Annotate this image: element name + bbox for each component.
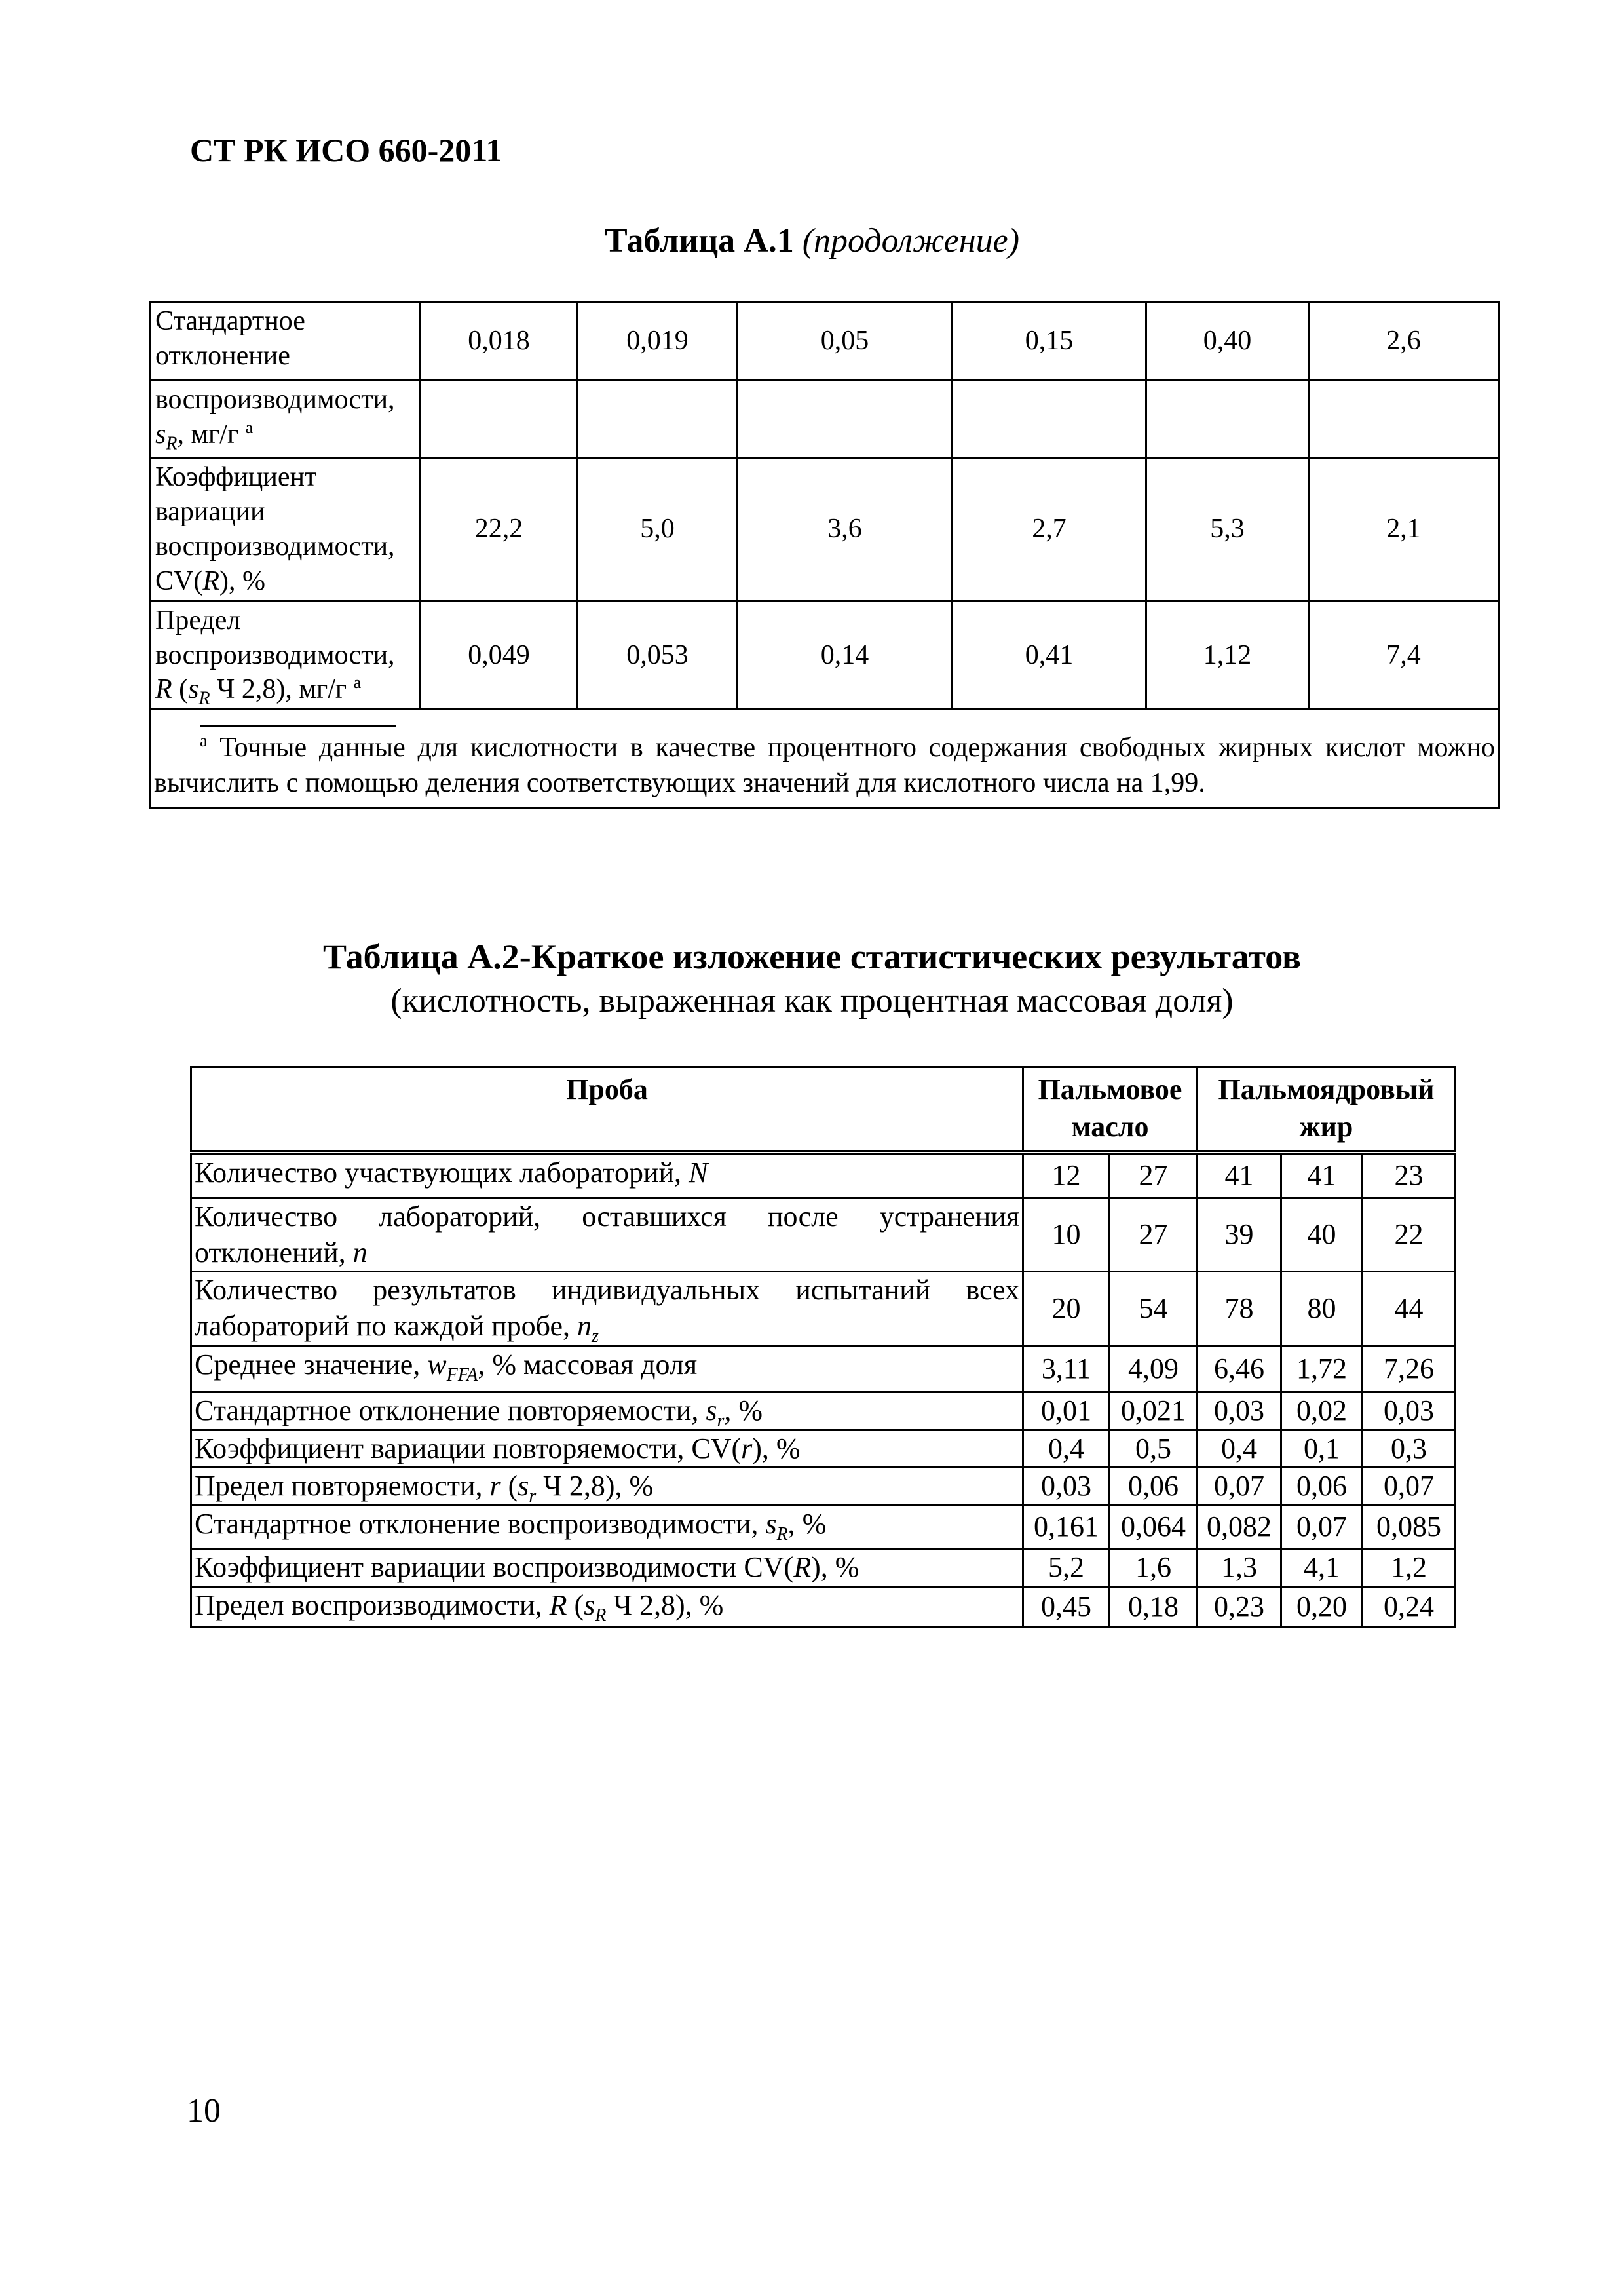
table-row — [191, 1347, 1456, 1392]
table-cell: 0,03 — [1023, 1468, 1110, 1506]
table-row — [191, 1198, 1456, 1272]
row-label: Предел воспроизводимости, R ($s_R$ Ч 2,8), мг/г $^a$ — [151, 601, 421, 710]
table-row — [191, 1272, 1456, 1347]
header-palm-kernel-fat: Пальмоядровый жир — [1198, 1067, 1456, 1153]
table-a1 — [149, 301, 1500, 809]
table-cell: 5,2 — [1023, 1549, 1110, 1587]
table-cell: 0,03 — [1363, 1392, 1456, 1430]
table-cell: 27 — [1110, 1198, 1198, 1272]
table-cell: 0,07 — [1363, 1468, 1456, 1506]
row-label: Предел воспроизводимости, R ($s_R$ Ч 2,8), % — [191, 1587, 1023, 1628]
page-number: 10 — [187, 2092, 221, 2130]
table-cell: 6,46 — [1198, 1347, 1281, 1392]
row-label: Количество участвующих лабораторий, N — [191, 1153, 1023, 1198]
table-cell: 0,45 — [1023, 1587, 1110, 1628]
table-a2-header — [191, 1067, 1456, 1153]
empty-cell — [1309, 381, 1499, 458]
table-cell: 3,6 — [738, 458, 953, 602]
table-cell: 78 — [1198, 1272, 1281, 1347]
table-cell: 0,24 — [1363, 1587, 1456, 1628]
table-row — [191, 1506, 1456, 1549]
table-cell: 0,07 — [1281, 1506, 1363, 1549]
table-cell: 40 — [1281, 1198, 1363, 1272]
table-cell: 20 — [1023, 1272, 1110, 1347]
table-a2 — [190, 1066, 1456, 1628]
table-cell: 22 — [1363, 1198, 1456, 1272]
table-cell: 2,1 — [1309, 458, 1499, 602]
table-cell: 0,5 — [1110, 1430, 1198, 1468]
table-row — [191, 1153, 1456, 1198]
table-cell: 0,02 — [1281, 1392, 1363, 1430]
table-cell: 2,7 — [953, 458, 1146, 602]
table-cell: 0,15 — [953, 302, 1146, 381]
table-cell: 3,11 — [1023, 1347, 1110, 1392]
empty-cell — [578, 381, 738, 458]
table-cell: 1,6 — [1110, 1549, 1198, 1587]
row-label: Коэффициент вариации воспроизводимости CV(R), % — [191, 1549, 1023, 1587]
table-cell: 0,41 — [953, 601, 1146, 710]
table-cell: 80 — [1281, 1272, 1363, 1347]
table-row — [191, 1430, 1456, 1468]
row-label: Коэффициент вариации повторяемости, CV(r), % — [191, 1430, 1023, 1468]
empty-cell — [421, 381, 578, 458]
document-code: СТ РК ИСО 660-2011 — [190, 132, 502, 168]
footnote-text: $^a$ Точные данные для кислотности в качестве процентного содержания свободных жирных кислот можно вычислить с помощью деления соответствующих значений для кислотного числа на 1,99. — [154, 731, 1495, 799]
row-label: Количество результатов индивидуальных испытаний всех лабораторий по каждой пробе, $n_z$ — [191, 1272, 1023, 1347]
table-cell: 4,09 — [1110, 1347, 1198, 1392]
header-palm-oil: Пальмовое масло — [1023, 1067, 1198, 1153]
table-cell: 0,4 — [1023, 1430, 1110, 1468]
table-a1-caption-continued: (продолжение) — [802, 222, 1020, 259]
row-label: Стандартное отклонение повторяемости, $s_r$, % — [191, 1392, 1023, 1430]
table-a1-row-sd-repro-b — [151, 381, 1499, 458]
empty-cell — [1146, 381, 1309, 458]
table-cell: 0,1 — [1281, 1430, 1363, 1468]
table-cell: 0,018 — [421, 302, 578, 381]
table-cell: 7,4 — [1309, 601, 1499, 710]
empty-cell — [738, 381, 953, 458]
table-cell: 1,12 — [1146, 601, 1309, 710]
table-cell: 2,6 — [1309, 302, 1499, 381]
row-label: Коэффициент вариации воспроизводимости, CV(R), % — [151, 458, 421, 602]
table-cell: 0,18 — [1110, 1587, 1198, 1628]
table-cell: 54 — [1110, 1272, 1198, 1347]
table-cell: 0,23 — [1198, 1587, 1281, 1628]
table-cell: 7,26 — [1363, 1347, 1456, 1392]
table-cell: 5,0 — [578, 458, 738, 602]
table-cell: 4,1 — [1281, 1549, 1363, 1587]
table-cell: 0,064 — [1110, 1506, 1198, 1549]
table-cell: 10 — [1023, 1198, 1110, 1272]
table-cell: 39 — [1198, 1198, 1281, 1272]
table-cell: 1,3 — [1198, 1549, 1281, 1587]
table-cell: 0,40 — [1146, 302, 1309, 381]
table-a1-footnote — [151, 710, 1499, 808]
table-a2-subtitle: (кислотность, выраженная как процентная массовая доля) — [390, 982, 1234, 1020]
table-cell: 41 — [1198, 1153, 1281, 1198]
table-cell: 0,01 — [1023, 1392, 1110, 1430]
table-row — [191, 1468, 1456, 1506]
table-row — [191, 1587, 1456, 1628]
table-cell: 41 — [1281, 1153, 1363, 1198]
table-row — [191, 1392, 1456, 1430]
table-cell: 0,085 — [1363, 1506, 1456, 1549]
table-cell: 0,082 — [1198, 1506, 1281, 1549]
table-a1-row-cv-repro — [151, 458, 1499, 602]
row-label: Предел повторяемости, r ($s_r$ Ч 2,8), % — [191, 1468, 1023, 1506]
table-cell: 0,07 — [1198, 1468, 1281, 1506]
table-cell: 1,2 — [1363, 1549, 1456, 1587]
table-cell: 0,14 — [738, 601, 953, 710]
table-a2-title: Таблица А.2-Краткое изложение статистических результатов — [322, 937, 1302, 976]
table-cell: 44 — [1363, 1272, 1456, 1347]
table-cell: 0,4 — [1198, 1430, 1281, 1468]
table-a1-footnote-row — [151, 710, 1499, 808]
table-cell: 0,06 — [1110, 1468, 1198, 1506]
row-label: Количество лабораторий, оставшихся после устранения отклонений, n — [191, 1198, 1023, 1272]
table-cell: 0,053 — [578, 601, 738, 710]
table-cell: 27 — [1110, 1153, 1198, 1198]
table-cell: 0,3 — [1363, 1430, 1456, 1468]
row-label: воспроизводимости, $s_R$, мг/г $^a$ — [151, 381, 421, 458]
header-sample: Проба — [191, 1067, 1023, 1153]
table-cell: 5,3 — [1146, 458, 1309, 602]
row-label: Стандартное отклонение — [151, 302, 421, 381]
table-a1-caption — [0, 221, 1624, 260]
row-label: Стандартное отклонение воспроизводимости, $s_R$, % — [191, 1506, 1023, 1549]
table-row — [191, 1549, 1456, 1587]
table-cell: 23 — [1363, 1153, 1456, 1198]
table-cell: 0,021 — [1110, 1392, 1198, 1430]
table-cell: 1,72 — [1281, 1347, 1363, 1392]
table-cell: 0,019 — [578, 302, 738, 381]
table-cell: 0,06 — [1281, 1468, 1363, 1506]
table-cell: 0,161 — [1023, 1506, 1110, 1549]
table-cell: 12 — [1023, 1153, 1110, 1198]
table-a1-row-limit-repro — [151, 601, 1499, 710]
table-a1-row-sd-repro-a — [151, 302, 1499, 381]
table-cell: 0,05 — [738, 302, 953, 381]
footnote-rule — [200, 725, 396, 727]
table-a1-caption-label: Таблица А.1 — [604, 222, 794, 259]
table-cell: 0,049 — [421, 601, 578, 710]
row-label: Среднее значение, $w_{FFA}$, % массовая доля — [191, 1347, 1023, 1392]
table-cell: 22,2 — [421, 458, 578, 602]
table-cell: 0,20 — [1281, 1587, 1363, 1628]
empty-cell — [953, 381, 1146, 458]
table-cell: 0,03 — [1198, 1392, 1281, 1430]
